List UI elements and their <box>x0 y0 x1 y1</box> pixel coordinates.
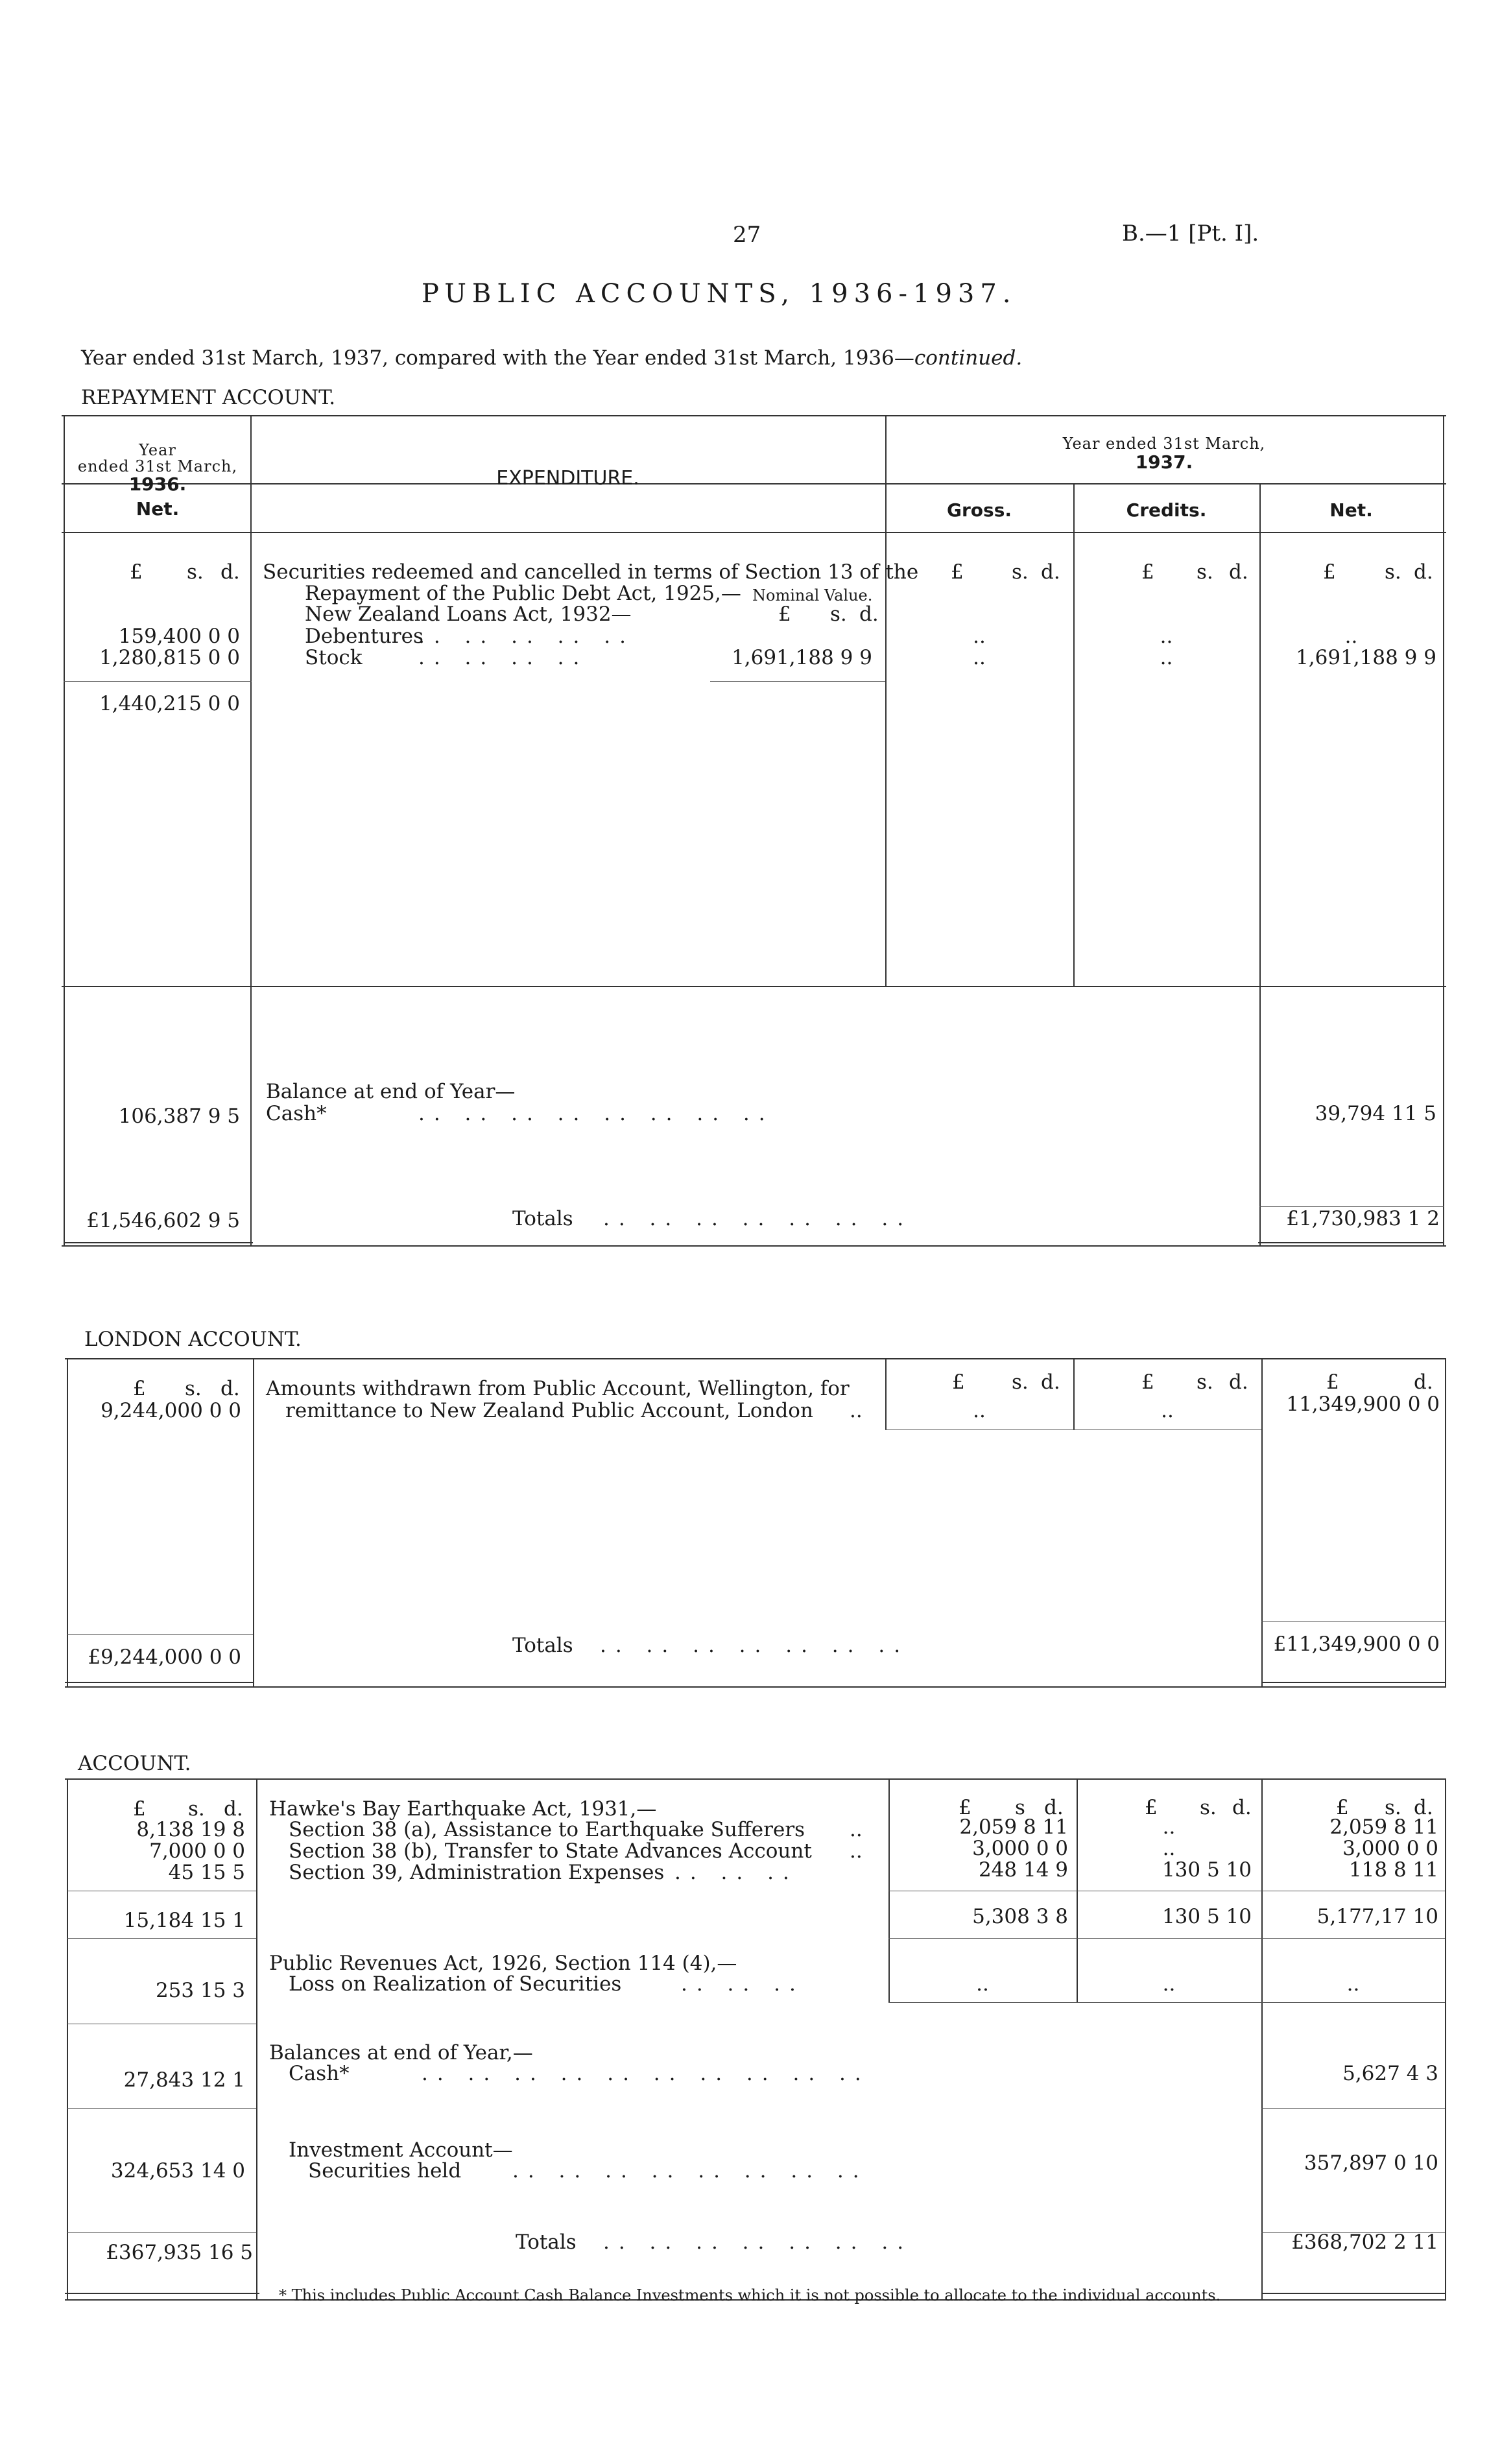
net-subtotal: 5,177,17 10 <box>1316 1905 1438 1928</box>
units-pence: d. <box>859 603 879 626</box>
prev-subtotal: 15,184 15 1 <box>123 1909 245 1932</box>
balances-label: Balances at end of Year,— <box>269 2041 533 2064</box>
leader-dots: .. <box>850 1399 863 1422</box>
public-revenues-label: Public Revenues Act, 1926, Section 114 (4),— <box>269 1952 737 1975</box>
units-shillings: s. <box>188 1797 205 1821</box>
units-shillings: s. <box>1197 1370 1213 1394</box>
leader-dots: .. <box>850 1839 863 1863</box>
units-pence: d. <box>1414 560 1433 584</box>
units-pounds: £ <box>1323 560 1336 584</box>
units-pence: d. <box>1229 1370 1248 1394</box>
col-current-label: Year ended 31st March, <box>1062 435 1266 453</box>
leader-dots: .. .. .. .. .. .. .. .. <box>418 1102 774 1125</box>
net-total: £1,730,983 1 2 <box>1286 1207 1440 1230</box>
units-shillings: s. <box>1197 560 1213 584</box>
london-section-title: LONDON ACCOUNT. <box>84 1328 302 1351</box>
cash-label: Cash* <box>289 2062 350 2085</box>
subtitle-main: Year ended 31st March, 1937, compared with the Year ended 31st March, 1936— <box>81 346 914 370</box>
row-credits: 130 5 10 <box>1161 1858 1252 1882</box>
prev-investment: 324,653 14 0 <box>110 2159 245 2183</box>
net-cash: 5,627 4 3 <box>1342 2062 1438 2085</box>
units-pence: d. <box>220 560 240 584</box>
balance-label: Balance at end of Year— <box>266 1080 516 1103</box>
third-section-title: ACCOUNT. <box>78 1752 191 1775</box>
units-pence: d. <box>1229 560 1248 584</box>
units-shillings: s. <box>1385 560 1401 584</box>
row-gross: 248 14 9 <box>978 1858 1068 1882</box>
prev-total: £367,935 16 5 <box>106 2241 253 2264</box>
units-pounds: £ <box>778 603 791 626</box>
nominal-value-label: Nominal Value. <box>752 586 873 604</box>
net-total: £368,702 2 11 <box>1291 2231 1438 2254</box>
units-pounds: £ <box>133 1797 146 1821</box>
act-title: Hawke's Bay Earthquake Act, 1931,— <box>269 1797 657 1821</box>
leader-dots: .. .. .. .. .. .. .. .. <box>512 2159 868 2183</box>
credits-dots: .. <box>1161 1399 1174 1422</box>
net-dots: .. <box>1346 1972 1360 1996</box>
credits-subtotal: 130 5 10 <box>1161 1905 1252 1928</box>
col-gross: Gross. <box>947 499 1012 521</box>
units-pence: d. <box>1041 560 1060 584</box>
net-cash: 39,794 11 5 <box>1315 1102 1436 1125</box>
stock-label: Stock <box>305 646 363 669</box>
units-pounds: £ <box>1141 560 1154 584</box>
row-label: Section 38 (a), Assistance to Earthquake Sufferers <box>289 1818 805 1841</box>
units-pounds: £ <box>951 560 964 584</box>
securities-line-1: Securities redeemed and cancelled in terms of Section 13 of the <box>263 560 919 584</box>
securities-held-label: Securities held <box>308 2159 462 2183</box>
row-prev: 7,000 0 0 <box>149 1839 245 1863</box>
units-shillings: s. <box>185 1377 202 1400</box>
units-pounds: £ <box>959 1796 971 1819</box>
loss-realization-label: Loss on Realization of Securities <box>289 1972 622 1996</box>
units-pounds: £ <box>130 560 143 584</box>
col-net: Net. <box>1329 499 1373 521</box>
prev-cash: 27,843 12 1 <box>123 2068 245 2092</box>
investment-label: Investment Account— <box>289 2138 513 2162</box>
prev-loss: 253 15 3 <box>155 1979 245 2002</box>
leader-dots: .. .. .. .. .. .. .. <box>603 1207 913 1230</box>
units-pounds: £ <box>1336 1796 1349 1819</box>
units-shillings: s. <box>1012 1370 1029 1394</box>
gross-dots: .. <box>976 1972 989 1996</box>
row-gross: 3,000 0 0 <box>972 1837 1068 1860</box>
row-credits: .. <box>1162 1837 1176 1860</box>
repayment-section-title: REPAYMENT ACCOUNT. <box>81 386 336 409</box>
debentures-label: Debentures <box>305 625 423 648</box>
units-pounds: £ <box>1326 1370 1339 1394</box>
row-label: Section 39, Administration Expenses <box>289 1861 665 1884</box>
totals-label: Totals <box>512 1634 573 1657</box>
col-current-year: 1937. <box>1135 451 1193 473</box>
units-pence: d. <box>1044 1796 1064 1819</box>
row-net: 3,000 0 0 <box>1342 1837 1438 1860</box>
leader-dots: .. .. .. <box>681 1972 805 1996</box>
units-pence: d. <box>224 1797 243 1821</box>
units-pence: d. <box>1041 1370 1060 1394</box>
leader-dots: .. .. .. .. <box>418 646 589 669</box>
credits-dots: .. <box>1160 646 1173 669</box>
units-pounds: £ <box>952 1370 965 1394</box>
units-pence: d. <box>1232 1796 1252 1819</box>
london-prev-total: £9,244,000 0 0 <box>88 1645 241 1669</box>
london-prev-value: 9,244,000 0 0 <box>101 1399 241 1422</box>
leader-dots: .. .. .. .. .. .. .. .. .. .. <box>422 2062 870 2085</box>
col-prev-net: Net. <box>136 498 180 520</box>
col-prev-year-label: Year <box>139 441 176 459</box>
col-credits: Credits. <box>1126 499 1207 521</box>
gross-dots: .. <box>973 625 986 648</box>
units-pounds: £ <box>1141 1370 1154 1394</box>
credits-dots: .. <box>1160 625 1173 648</box>
gross-dots: .. <box>973 1399 986 1422</box>
col-prev-year: 1936. <box>128 473 187 495</box>
prev-subtotal: 1,440,215 0 0 <box>99 692 240 715</box>
units-shillings: s. <box>1385 1796 1401 1819</box>
page-number: 27 <box>733 222 761 248</box>
prev-stock: 1,280,815 0 0 <box>99 646 240 669</box>
prev-cash: 106,387 9 5 <box>118 1105 240 1128</box>
cash-label: Cash* <box>266 1102 327 1125</box>
totals-label: Totals <box>516 2231 577 2254</box>
col-expenditure: EXPENDITURE. <box>496 467 639 490</box>
loans-act-line: New Zealand Loans Act, 1932— <box>305 603 632 626</box>
units-shillings: s. <box>830 603 847 626</box>
leader-dots: .. <box>850 1818 863 1841</box>
row-net: 2,059 8 11 <box>1329 1815 1438 1839</box>
leader-dots: .. .. .. .. .. .. .. <box>600 1634 910 1657</box>
totals-label: Totals <box>512 1207 573 1230</box>
prev-total: £1,546,602 9 5 <box>86 1209 240 1232</box>
london-net-value: 11,349,900 0 0 <box>1286 1393 1440 1416</box>
leader-dots: .. .. .. <box>674 1861 798 1884</box>
page-subtitle <box>81 347 1022 369</box>
nominal-stock-value: 1,691,188 9 9 <box>732 646 872 669</box>
page-title: PUBLIC ACCOUNTS, 1936-1937. <box>422 279 1017 309</box>
prev-debentures: 159,400 0 0 <box>118 625 240 648</box>
row-gross: 2,059 8 11 <box>959 1815 1068 1839</box>
units-pounds: £ <box>133 1377 146 1400</box>
row-credits: .. <box>1162 1815 1176 1839</box>
document-reference: B.—1 [Pt. I]. <box>1122 221 1259 246</box>
net-investment: 357,897 0 10 <box>1304 2151 1438 2175</box>
row-net: 118 8 11 <box>1348 1858 1438 1882</box>
units-pence: d. <box>1414 1370 1433 1394</box>
leader-dots: .. .. .. .. .. <box>418 625 635 648</box>
col-prev-date-label: ended 31st March, <box>77 457 238 475</box>
units-shillings: s. <box>1012 560 1029 584</box>
gross-subtotal: 5,308 3 8 <box>972 1905 1068 1928</box>
net-stock: 1,691,188 9 9 <box>1296 646 1436 669</box>
london-item-line-2: remittance to New Zealand Public Account, London <box>285 1399 813 1422</box>
units-shillings: s. <box>187 560 204 584</box>
footnote: * This includes Public Account Cash Balance Investments which it is not possible to allocate to the individual accounts. <box>279 2286 1221 2304</box>
row-prev: 45 15 5 <box>168 1861 245 1884</box>
london-net-total: £11,349,900 0 0 <box>1273 1633 1440 1656</box>
net-dots: .. <box>1344 625 1358 648</box>
securities-line-2: Repayment of the Public Debt Act, 1925,— <box>305 582 741 605</box>
credits-dots: .. <box>1162 1972 1176 1996</box>
units-shillings: s <box>1015 1796 1025 1819</box>
gross-dots: .. <box>973 646 986 669</box>
leader-dots: .. .. .. .. .. .. .. <box>603 2231 913 2254</box>
units-pence: d. <box>1414 1796 1433 1819</box>
subtitle-continued: continued. <box>914 346 1023 370</box>
units-shillings: s. <box>1200 1796 1217 1819</box>
units-pounds: £ <box>1145 1796 1158 1819</box>
row-label: Section 38 (b), Transfer to State Advances Account <box>289 1839 812 1863</box>
row-prev: 8,138 19 8 <box>136 1818 245 1841</box>
london-item-line-1: Amounts withdrawn from Public Account, Wellington, for <box>266 1377 850 1400</box>
units-pence: d. <box>220 1377 240 1400</box>
